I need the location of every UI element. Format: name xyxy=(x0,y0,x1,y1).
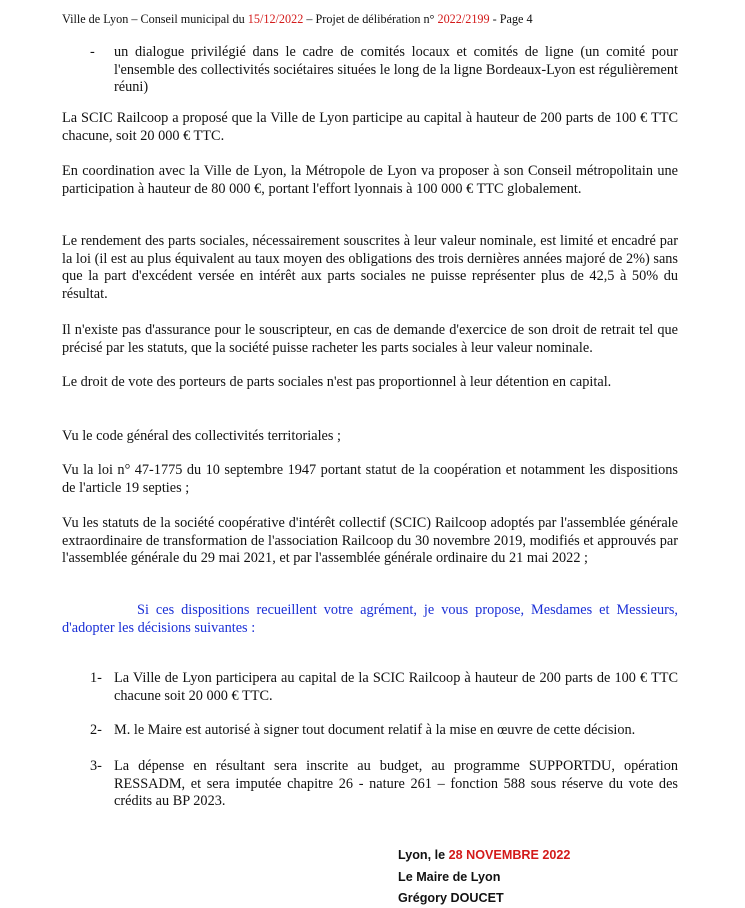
decision-number: 2- xyxy=(90,722,102,738)
decision-number: 3- xyxy=(90,758,102,774)
decision-text: La dépense en résultant sera inscrite au budget, au programme SUPPORTDU, opération RESSADM, et sera imputée chapitre 26 - nature 261 – fonction 588 sous réserve du vote des crédits au BP 2023. xyxy=(114,758,678,810)
header-prefix: Ville de Lyon – Conseil municipal du xyxy=(62,12,248,26)
decision-text: La Ville de Lyon participera au capital de la SCIC Railcoop à hauteur de 200 parts de 100 € TTC chacune soit 20 000 € TTC. xyxy=(114,670,678,704)
visa-statuts-railcoop: Vu les statuts de la société coopérative d'intérêt collectif (SCIC) Railcoop adoptés par l'assemblée générale extraordinaire de transformation de l'association Railcoop du 30 novembre 2019, modifiés et approuvés par l'assemblée générale du 29 mai 2021, et par l'assemblée générale ordinaire du 21 mai 2022 ; xyxy=(62,515,678,567)
bullet-text: un dialogue privilégié dans le cadre de comités locaux et comités de ligne (un comité pour l'ensemble des collectivités sociétaires situées le long de la ligne Bordeaux-Lyon est régulièrement réuni) xyxy=(114,44,678,96)
paragraph-rendement-parts: Le rendement des parts sociales, nécessairement souscrites à leur valeur nominale, est limité et encadré par la loi (il est au plus équivalent au taux moyen des obligations des trois dernières années majoré de 2%) sans que la part d'excédent versée en intérêt aux parts sociales ne puisse représenter plus de 42,5 à 50% du résultat. xyxy=(62,233,678,302)
paragraph-metropole-coordination: En coordination avec la Ville de Lyon, la Métropole de Lyon va proposer à son Conseil métropolitain une participation à hauteur de 80 000 €, portant l'effort lyonnais à 100 000 € TTC globalement. xyxy=(62,163,678,197)
visa-code-general: Vu le code général des collectivités territoriales ; xyxy=(62,428,342,444)
signature-place: Lyon, le xyxy=(398,848,449,862)
paragraph-capital-participation: La SCIC Railcoop a proposé que la Ville de Lyon participe au capital à hauteur de 200 parts de 100 € TTC chacune, soit 20 000 € TTC. xyxy=(62,110,678,144)
header-date: 15/12/2022 xyxy=(247,12,304,26)
paragraph-assurance: Il n'existe pas d'assurance pour le souscripteur, en cas de demande d'exercice de son droit de retrait tel que précisé par les statuts, que la société puisse racheter les parts sociales à leur valeur nominale. xyxy=(62,322,678,356)
page-header xyxy=(62,12,692,26)
signature-place-date xyxy=(398,848,698,863)
paragraph-droit-de-vote: Le droit de vote des porteurs de parts sociales n'est pas proportionnel à leur détention en capital. xyxy=(62,374,612,390)
signature-name: Grégory DOUCET xyxy=(398,891,504,905)
decision-number: 1- xyxy=(90,670,102,686)
signature-title: Le Maire de Lyon xyxy=(398,870,501,884)
signature-date: 28 NOVEMBRE 2022 xyxy=(448,848,571,862)
visa-loi-1947: Vu la loi n° 47-1775 du 10 septembre 1947 portant statut de la coopération et notamment les dispositions de l'article 19 septies ; xyxy=(62,462,678,496)
header-page-number: - Page 4 xyxy=(489,12,533,26)
header-deliberation-number: 2022/2199 xyxy=(437,12,490,26)
decision-text: M. le Maire est autorisé à signer tout document relatif à la mise en œuvre de cette décision. xyxy=(114,722,636,738)
header-middle: – Projet de délibération n° xyxy=(303,12,438,26)
proposal-paragraph: Si ces dispositions recueillent votre agrément, je vous propose, Mesdames et Messieurs, d'adopter les décisions suivantes : xyxy=(62,602,678,636)
bullet-dash: - xyxy=(90,44,95,60)
